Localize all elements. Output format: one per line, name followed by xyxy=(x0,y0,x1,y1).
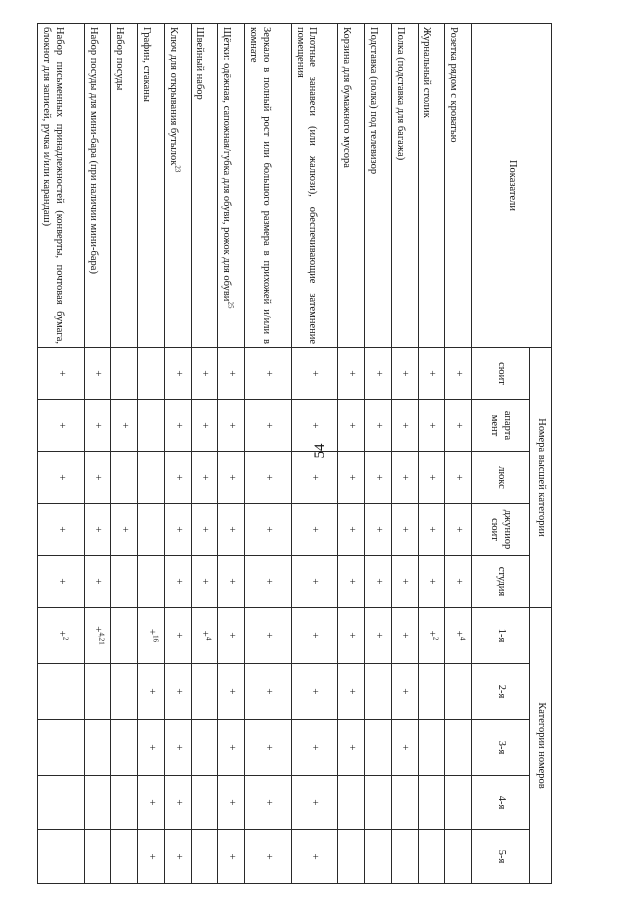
mark-cell: + xyxy=(111,400,138,452)
footnote-ref: 23 xyxy=(173,165,182,173)
row-label-text: Ключ для открывания бутылок xyxy=(167,27,179,166)
mark-cell xyxy=(111,608,138,664)
mark-cell: + xyxy=(218,664,245,720)
mark-cell xyxy=(84,720,111,776)
mark-cell xyxy=(191,608,218,664)
mark-cell: + xyxy=(164,452,191,504)
row-label xyxy=(418,24,445,348)
mark-cell: + xyxy=(138,664,165,720)
mark-cell: + xyxy=(245,830,292,884)
mark-cell xyxy=(445,720,472,776)
row-label-text: Журнальный столик xyxy=(421,27,433,118)
mark-cell xyxy=(445,776,472,830)
mark-cell: + xyxy=(245,720,292,776)
row-label-text: Набор посуды для мини-бара (при наличии мини-бара) xyxy=(87,27,99,274)
mark-cell: + xyxy=(138,720,165,776)
mark-cell: + xyxy=(391,664,418,720)
mark-cell: + xyxy=(365,348,392,400)
table-row xyxy=(365,24,392,884)
footnote-ref: 4,21 xyxy=(97,632,106,645)
footnote-ref: 4 xyxy=(204,636,213,641)
mark-cell xyxy=(38,608,85,664)
mark-cell xyxy=(138,608,165,664)
mark-cell: + xyxy=(365,504,392,556)
row-label-text: Щётки: одёжная, сапожная/губка для обуви, рожок для обуви xyxy=(221,27,233,302)
table-row xyxy=(111,24,138,884)
mark-cell: + xyxy=(164,608,191,664)
row-label-text: Швейный набор xyxy=(194,27,206,100)
mark-cell: + xyxy=(365,452,392,504)
column-header: джуниор сюит xyxy=(472,504,530,556)
mark-cell: + xyxy=(84,452,111,504)
row-label-text: Графин, стаканы xyxy=(141,27,152,102)
row-label xyxy=(191,24,218,348)
mark-cell xyxy=(38,664,85,720)
mark-cell: + xyxy=(191,452,218,504)
column-header: 5-я xyxy=(472,830,530,884)
row-label xyxy=(445,24,472,348)
mark-cell xyxy=(84,830,111,884)
mark: + xyxy=(452,630,465,637)
mark-cell xyxy=(111,720,138,776)
mark-cell: + xyxy=(218,608,245,664)
row-label xyxy=(365,24,392,348)
mark-cell xyxy=(111,664,138,720)
mark-cell: + xyxy=(391,504,418,556)
mark-cell xyxy=(84,608,111,664)
mark-cell: + xyxy=(245,400,292,452)
footnote-ref: 16 xyxy=(151,635,160,643)
mark-cell: + xyxy=(338,720,365,776)
mark-cell: + xyxy=(291,504,338,556)
column-header: студия xyxy=(472,556,530,608)
mark-cell: + xyxy=(338,400,365,452)
mark-cell: + xyxy=(164,348,191,400)
mark-cell: + xyxy=(138,830,165,884)
mark-cell xyxy=(138,504,165,556)
mark-cell: + xyxy=(445,348,472,400)
mark-cell: + xyxy=(218,830,245,884)
mark-cell xyxy=(418,608,445,664)
mark-cell: + xyxy=(218,400,245,452)
mark-cell xyxy=(418,664,445,720)
row-label xyxy=(111,24,138,348)
mark-cell xyxy=(365,776,392,830)
mark-cell: + xyxy=(191,504,218,556)
mark-cell: + xyxy=(111,504,138,556)
footnote-ref: 25 xyxy=(226,301,235,309)
mark-cell: + xyxy=(38,400,85,452)
mark-cell: + xyxy=(191,400,218,452)
mark: + xyxy=(145,628,158,636)
mark-cell: + xyxy=(391,608,418,664)
mark-cell: + xyxy=(84,348,111,400)
mark-cell xyxy=(38,776,85,830)
mark-cell: + xyxy=(291,556,338,608)
table-row xyxy=(338,24,365,884)
mark-cell: + xyxy=(218,720,245,776)
mark-cell xyxy=(338,776,365,830)
row-label-text: Корзина для бумажного мусора xyxy=(341,27,353,168)
mark-cell: + xyxy=(291,776,338,830)
table-row xyxy=(391,24,418,884)
mark-cell: + xyxy=(291,830,338,884)
mark-cell xyxy=(38,830,85,884)
mark-cell xyxy=(111,776,138,830)
table-row xyxy=(418,24,445,884)
mark-cell xyxy=(391,776,418,830)
mark-cell: + xyxy=(338,504,365,556)
mark-cell: + xyxy=(291,608,338,664)
mark-cell: + xyxy=(391,400,418,452)
mark-cell: + xyxy=(418,348,445,400)
mark: + xyxy=(55,630,68,637)
mark-cell xyxy=(445,608,472,664)
mark-cell: + xyxy=(291,720,338,776)
table-row xyxy=(291,24,338,884)
row-label xyxy=(338,24,365,348)
mark-cell xyxy=(111,452,138,504)
mark-cell: + xyxy=(138,776,165,830)
page-number: 54 xyxy=(312,443,328,459)
mark-cell: + xyxy=(338,664,365,720)
mark-cell: + xyxy=(445,452,472,504)
table-row xyxy=(191,24,218,884)
mark-cell: + xyxy=(338,452,365,504)
mark-cell: + xyxy=(164,664,191,720)
header-indicator: Показатели xyxy=(472,24,552,348)
mark-cell: + xyxy=(445,400,472,452)
mark-cell: + xyxy=(38,556,85,608)
mark-cell xyxy=(391,830,418,884)
mark-cell xyxy=(138,400,165,452)
column-header: 3-я xyxy=(472,720,530,776)
mark-cell: + xyxy=(164,556,191,608)
mark-cell xyxy=(338,830,365,884)
mark-cell: + xyxy=(418,556,445,608)
mark-cell xyxy=(111,556,138,608)
mark-cell xyxy=(138,348,165,400)
mark-cell xyxy=(111,348,138,400)
header-room-categories: Категории номеров xyxy=(530,608,552,884)
row-label xyxy=(291,24,338,348)
mark-cell: + xyxy=(164,720,191,776)
mark-cell: + xyxy=(218,556,245,608)
row-label xyxy=(38,24,85,348)
mark-cell: + xyxy=(84,556,111,608)
row-label xyxy=(218,24,245,348)
mark-cell xyxy=(38,720,85,776)
mark-cell: + xyxy=(245,348,292,400)
mark-cell: + xyxy=(38,348,85,400)
column-header: апарта мент xyxy=(472,400,530,452)
mark-cell xyxy=(84,664,111,720)
mark-cell xyxy=(191,720,218,776)
row-label-text: Розетка рядом с кроватью xyxy=(448,27,460,143)
mark-cell: + xyxy=(391,452,418,504)
mark-cell xyxy=(191,830,218,884)
mark-cell: + xyxy=(84,400,111,452)
mark-cell xyxy=(418,830,445,884)
mark: + xyxy=(199,630,212,637)
mark-cell: + xyxy=(245,452,292,504)
mark-cell: + xyxy=(338,608,365,664)
mark-cell xyxy=(445,664,472,720)
mark-cell: + xyxy=(38,452,85,504)
row-label-text: Полка (подставка для багажа) xyxy=(394,27,406,161)
mark-cell xyxy=(418,776,445,830)
mark-cell: + xyxy=(164,504,191,556)
mark-cell: + xyxy=(38,504,85,556)
row-label xyxy=(391,24,418,348)
mark-cell: + xyxy=(338,348,365,400)
mark-cell: + xyxy=(418,400,445,452)
rotated-table-container xyxy=(37,23,552,883)
mark-cell: + xyxy=(164,830,191,884)
footnote-ref: 4 xyxy=(458,636,467,641)
row-label-text: Набор письменных принадлежностей (конверты, почтовая бумага, блокнот для записей, ручка и/или карандаш) xyxy=(40,27,65,344)
mark-cell: + xyxy=(191,556,218,608)
mark-cell: + xyxy=(84,504,111,556)
column-header: 4-я xyxy=(472,776,530,830)
table-row xyxy=(84,24,111,884)
column-header: сюит xyxy=(472,348,530,400)
mark-cell: + xyxy=(391,348,418,400)
table-row xyxy=(138,24,165,884)
amenities-table xyxy=(37,23,552,884)
mark-cell: + xyxy=(218,348,245,400)
mark-cell: + xyxy=(418,504,445,556)
table-row xyxy=(164,24,191,884)
mark-cell xyxy=(111,830,138,884)
table-row xyxy=(245,24,292,884)
mark-cell xyxy=(365,830,392,884)
mark-cell: + xyxy=(418,452,445,504)
column-header: 1-я xyxy=(472,608,530,664)
mark-cell: + xyxy=(164,776,191,830)
mark-cell xyxy=(191,664,218,720)
mark-cell: + xyxy=(338,556,365,608)
mark-cell: + xyxy=(164,400,191,452)
mark-cell: + xyxy=(445,556,472,608)
mark-cell: + xyxy=(291,452,338,504)
mark-cell: + xyxy=(245,776,292,830)
mark-cell xyxy=(445,830,472,884)
mark-cell xyxy=(138,452,165,504)
mark-cell xyxy=(418,720,445,776)
footnote-ref: 2 xyxy=(431,636,440,641)
table-row xyxy=(218,24,245,884)
row-label-text: Подставка (полка) под телевизор xyxy=(367,27,379,175)
mark-cell: + xyxy=(191,348,218,400)
mark-cell: + xyxy=(218,452,245,504)
mark-cell: + xyxy=(365,556,392,608)
mark-cell: + xyxy=(391,720,418,776)
row-label xyxy=(84,24,111,348)
row-label-text: Плотные занавеси (или жалюзи), обеспечивающие затемнение помещения xyxy=(294,27,319,344)
mark-cell: + xyxy=(445,504,472,556)
mark: + xyxy=(92,626,105,633)
mark-cell: + xyxy=(245,664,292,720)
row-label-text: Зеркало в полный рост или большого размера в прихожей и/или в комнате xyxy=(247,27,272,344)
mark-cell xyxy=(365,664,392,720)
mark-cell: + xyxy=(365,400,392,452)
row-label-text: Набор посуды xyxy=(114,27,126,91)
mark-cell: + xyxy=(391,556,418,608)
mark-cell xyxy=(84,776,111,830)
footnote-ref: 2 xyxy=(61,636,70,641)
mark-cell xyxy=(365,720,392,776)
mark-cell: + xyxy=(365,608,392,664)
row-label xyxy=(164,24,191,348)
mark-cell: + xyxy=(245,608,292,664)
row-label xyxy=(245,24,292,348)
table-row xyxy=(38,24,85,884)
header-highest-category: Номера высшей категории xyxy=(530,348,552,608)
column-header: 2-я xyxy=(472,664,530,720)
mark-cell: + xyxy=(291,400,338,452)
row-label xyxy=(138,24,165,348)
mark-cell: + xyxy=(218,504,245,556)
table-row xyxy=(445,24,472,884)
mark-cell xyxy=(191,776,218,830)
mark-cell: + xyxy=(245,504,292,556)
mark: + xyxy=(426,630,439,637)
mark-cell: + xyxy=(291,664,338,720)
mark-cell xyxy=(138,556,165,608)
mark-cell: + xyxy=(218,776,245,830)
column-header: люкс xyxy=(472,452,530,504)
mark-cell: + xyxy=(245,556,292,608)
mark-cell: + xyxy=(291,348,338,400)
